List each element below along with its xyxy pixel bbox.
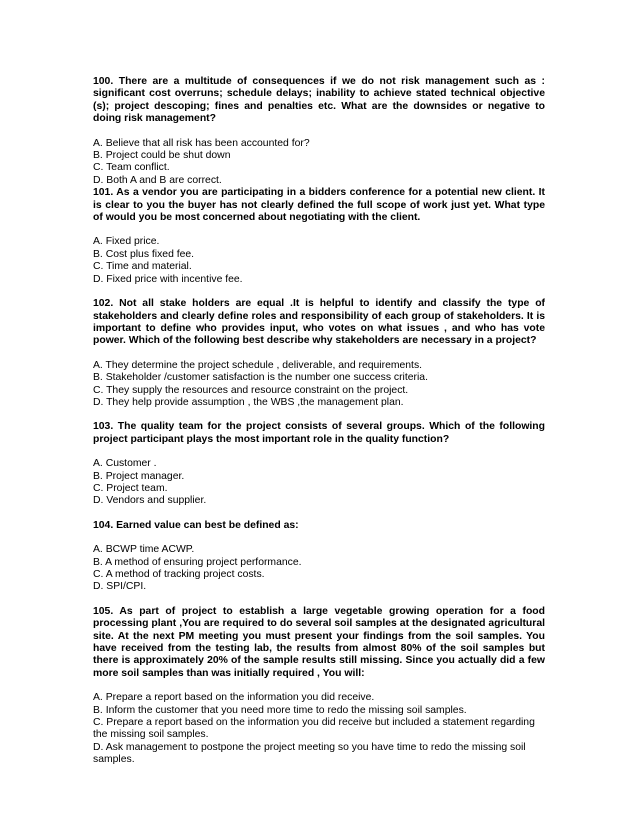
question-104: 104. Earned value can best be defined as: — [93, 519, 299, 531]
option-105-b: B. Inform the customer that you need more time to redo the missing soil samples. — [93, 704, 467, 716]
option-102-c: C. They supply the resources and resource constraint on the project. — [93, 384, 409, 396]
option-100-b: B. Project could be shut down — [93, 150, 231, 162]
option-105-c: C. Prepare a report based on the information you did receive but included a statement regarding the missing soil samples. — [93, 717, 535, 741]
question-103: 103. The quality team for the project consists of several groups. Which of the following project participant plays the most important role in the quality function? — [93, 421, 545, 445]
option-104-d: D. SPI/CPI. — [93, 581, 147, 593]
option-101-c: C. Time and material. — [93, 261, 192, 273]
option-103-b: B. Project manager. — [93, 470, 185, 482]
option-104-c: C. A method of tracking project costs. — [93, 569, 265, 580]
option-103-d: D. Vendors and supplier. — [93, 495, 207, 507]
question-105: 105. As part of project to establish a large vegetable growing operation for a food processing plant ,You are required to do several soil samples at the designated agricultural site. At the next PM meeting you must present your findings from the soil samples. You have received from the testing lab, the results from almost 80% of the soil samples but there is approximately 20% of the sample results still missing. Since you actually did a few more soil samples than was initially required , You will: — [93, 605, 545, 679]
option-105-a: A. Prepare a report based on the information you did receive. — [93, 692, 375, 704]
option-100-c: C. Team conflict. — [93, 162, 170, 174]
option-104-a: A. BCWP time ACWP. — [93, 544, 195, 556]
option-102-d: D. They help provide assumption , the WBS ,the management plan. — [93, 396, 404, 408]
option-104-b: B. A method of ensuring project performance. — [93, 556, 302, 568]
document-page — [93, 76, 545, 767]
question-101: 101. As a vendor you are participating in a bidders conference for a potential new client. It is clear to you the buyer has not clearly defined the full scope of work just yet. What type of would you be most concerned about negotiating with the client. — [93, 187, 545, 224]
option-100-a: A. Believe that all risk has been accounted for? — [93, 137, 310, 149]
option-101-d: D. Fixed price with incentive fee. — [93, 273, 243, 285]
option-103-c: C. Project team. — [93, 482, 168, 494]
option-102-a: A. They determine the project schedule , deliverable, and requirements. — [93, 359, 423, 371]
option-105-d: D. Ask management to postpone the project meeting so you have time to redo the missing soil samples. — [93, 741, 526, 766]
option-103-a: A. Customer . — [93, 458, 157, 470]
question-102: 102. Not all stake holders are equal .It is helpful to identify and classify the type of stakeholders and clearly define roles and responsibility of each group of stakeholders. It is important to define who provides input, who votes on what issues , and who has vote power. Which of the following best describe why stakeholders are necessary in a project? — [93, 298, 545, 347]
option-100-d: D. Both A and B are correct. — [93, 174, 222, 186]
option-101-a: A. Fixed price. — [93, 236, 160, 248]
question-100: 100. There are a multitude of consequences if we do not risk management such as : significant cost overruns; schedule delays; inability to achieve stated technical objective (s); project descoping; fines and penalties etc. What are the downsides or negative to doing risk management? — [93, 76, 545, 125]
option-102-b: B. Stakeholder /customer satisfaction is the number one success criteria. — [93, 372, 428, 384]
option-101-b: B. Cost plus fixed fee. — [93, 248, 195, 260]
